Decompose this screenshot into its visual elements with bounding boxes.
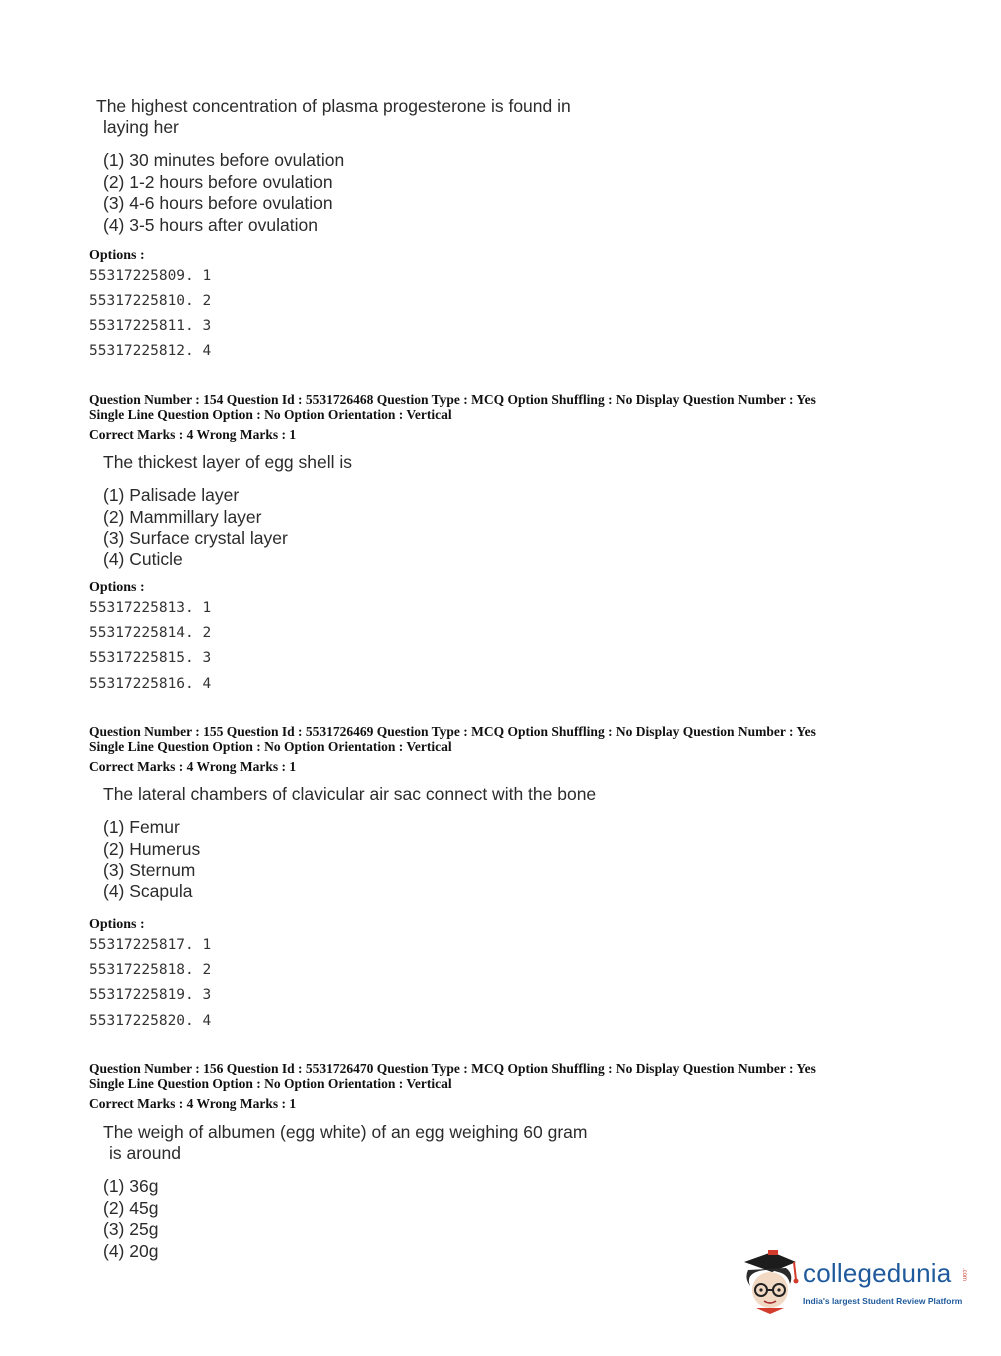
choice-4: (4) 20g bbox=[103, 1241, 159, 1261]
mascot-icon bbox=[738, 1248, 802, 1314]
question-meta: Single Line Question Option : No Option Orientation : Vertical bbox=[89, 1076, 452, 1091]
question-marks: Correct Marks : 4 Wrong Marks : 1 bbox=[89, 1096, 297, 1111]
question-meta: Question Number : 156 Question Id : 5531726470 Question Type : MCQ Option Shuffling : No Display Question Number : Yes bbox=[89, 1061, 816, 1076]
option-id: 55317225818. 2 bbox=[89, 962, 212, 978]
option-id: 55317225813. 1 bbox=[89, 600, 212, 616]
option-id: 55317225816. 4 bbox=[89, 676, 212, 692]
question-text-line: The thickest layer of egg shell is bbox=[103, 452, 353, 472]
options-label: Options : bbox=[89, 580, 145, 595]
option-id: 55317225817. 1 bbox=[89, 937, 212, 953]
choice-2: (2) 45g bbox=[103, 1198, 159, 1218]
option-id: 55317225810. 2 bbox=[89, 293, 212, 309]
question-text-line: laying her bbox=[103, 117, 179, 137]
option-id: 55317225815. 3 bbox=[89, 650, 212, 666]
choice-3: (3) 4-6 hours before ovulation bbox=[103, 193, 333, 213]
question-text-line: The highest concentration of plasma progesterone is found in bbox=[96, 96, 571, 116]
options-label: Options : bbox=[89, 917, 145, 932]
choice-4: (4) Scapula bbox=[103, 881, 193, 901]
choice-3: (3) 25g bbox=[103, 1219, 159, 1239]
logo-name: collegedunia bbox=[803, 1258, 952, 1288]
logo-tagline: India's largest Student Review Platform bbox=[803, 1296, 963, 1306]
choice-2: (2) Humerus bbox=[103, 839, 201, 859]
option-id: 55317225809. 1 bbox=[89, 268, 212, 284]
option-id: 55317225812. 4 bbox=[89, 343, 212, 359]
option-id: 55317225820. 4 bbox=[89, 1013, 212, 1029]
option-id: 55317225819. 3 bbox=[89, 987, 212, 1003]
question-meta: Question Number : 154 Question Id : 5531726468 Question Type : MCQ Option Shuffling : No Display Question Number : Yes bbox=[89, 392, 816, 407]
choice-3: (3) Surface crystal layer bbox=[103, 528, 288, 548]
choice-3: (3) Sternum bbox=[103, 860, 196, 880]
question-text-line: The weigh of albumen (egg white) of an egg weighing 60 gram bbox=[103, 1122, 588, 1142]
choice-1: (1) Femur bbox=[103, 817, 180, 837]
question-marks: Correct Marks : 4 Wrong Marks : 1 bbox=[89, 427, 297, 442]
choice-2: (2) Mammillary layer bbox=[103, 507, 262, 527]
choice-1: (1) 36g bbox=[103, 1176, 159, 1196]
question-meta: Single Line Question Option : No Option Orientation : Vertical bbox=[89, 739, 452, 754]
question-meta: Question Number : 155 Question Id : 5531726469 Question Type : MCQ Option Shuffling : No Display Question Number : Yes bbox=[89, 724, 816, 739]
options-label: Options : bbox=[89, 248, 145, 263]
question-text-line: The lateral chambers of clavicular air sac connect with the bone bbox=[103, 784, 597, 804]
question-marks: Correct Marks : 4 Wrong Marks : 1 bbox=[89, 759, 297, 774]
option-id: 55317225814. 2 bbox=[89, 625, 212, 641]
choice-4: (4) 3-5 hours after ovulation bbox=[103, 215, 318, 235]
option-id: 55317225811. 3 bbox=[89, 318, 212, 334]
choice-2: (2) 1-2 hours before ovulation bbox=[103, 172, 333, 192]
logo-com: .com bbox=[961, 1268, 967, 1282]
choice-1: (1) Palisade layer bbox=[103, 485, 240, 505]
question-text-line: is around bbox=[109, 1143, 181, 1163]
choice-4: (4) Cuticle bbox=[103, 549, 183, 569]
question-meta: Single Line Question Option : No Option Orientation : Vertical bbox=[89, 407, 452, 422]
collegedunia-logo bbox=[738, 1248, 978, 1318]
choice-1: (1) 30 minutes before ovulation bbox=[103, 150, 345, 170]
